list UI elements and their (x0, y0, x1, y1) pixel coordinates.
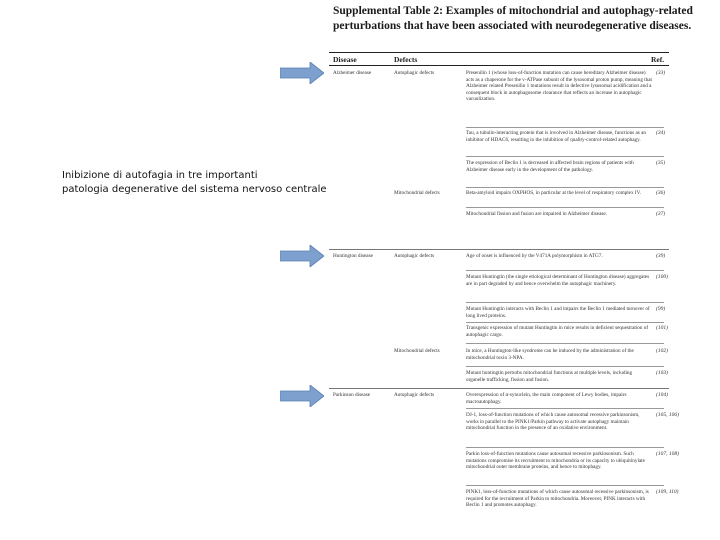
table-row-ref: (33) (656, 70, 666, 76)
table-row-ref: (99) (656, 306, 666, 312)
row-divider (466, 366, 664, 367)
row-divider (466, 127, 664, 128)
table-row-ref: (105, 106) (656, 412, 679, 418)
table-row-text: Age of onset is influenced by the V471A polymorphism in ATG7. (466, 253, 603, 259)
table-row-ref: (36) (656, 190, 666, 196)
table-row-ref: (34) (656, 130, 666, 136)
defect-cell: Autophagic defects (394, 253, 435, 259)
table-row-text: The expression of Beclin 1 is decreased in affected brain regions of patients with Alzheimer disease early in the development of the pathology. (466, 160, 634, 173)
table-row-ref: (102) (656, 348, 668, 354)
table-row-ref: (101) (656, 325, 668, 331)
row-divider (466, 408, 664, 409)
table-row-ref: (39) (656, 253, 666, 259)
disease-cell: Alzheimer disease (333, 70, 372, 76)
row-divider (466, 270, 664, 271)
table-header-rule (329, 65, 669, 66)
header-defects: Defects (394, 55, 418, 64)
table-title-line-2: perturbations that have been associated with neurodegenerative diseases. (333, 20, 692, 32)
defect-cell: Mitochondrial defects (394, 348, 440, 354)
row-divider (466, 447, 664, 448)
table-row-text: DJ-1, loss-of-function mutations of which cause autosomal recessive parkinsonism, works in parallel to the PINK1/Parkin pathway to activate autophagy maintain mitochondrial function in the presence of an oxidative environment. (466, 412, 640, 432)
table-row-ref: (109, 110) (656, 489, 679, 495)
table-row-text: Beta-amyloid impairs OXPHOS, in particular at the level of respiratory complex IV. (466, 190, 641, 196)
table-row-text: Mutant Huntingtin (the single etiological determinant of Huntington disease) aggregates are in part degraded by and hence overwhelm the autophagic machinery. (466, 274, 650, 287)
right-arrow-icon (280, 385, 324, 407)
table-row-text: Overexpression of α-synuclein, the main component of Lewy bodies, impairs macroautophagy. (466, 392, 627, 405)
row-divider (466, 156, 664, 157)
group-divider (329, 388, 669, 389)
row-divider (466, 302, 664, 303)
table-row-ref: (100) (656, 274, 668, 280)
table-top-rule (329, 52, 669, 53)
header-ref: Ref. (651, 55, 665, 64)
caption-line-1: Inibizione di autofagia in tre importanti (62, 170, 258, 181)
row-divider (466, 343, 664, 344)
defect-cell: Mitochondrial defects (394, 190, 440, 196)
table-row-text: Mutant Huntingtin interacts with Beclin 1 and impairs the Beclin 1 mediated turnover of long lived proteins. (466, 306, 650, 319)
table-title (333, 4, 713, 34)
table-row-text: Mutant huntingtin perturbs mitochondrial functions at multiple levels, including organelle trafficking, fission and fusion. (466, 370, 633, 383)
table-row-text: Parkin loss-of-function mutations cause autosomal recessive parkinsonism. Such mutations compromise its recruitment to mitochondria or its capacity to ubiquitinylate mitochondrial outer membrane proteins, and hence to mitophagy. (466, 451, 645, 471)
table-title-text: Examples of mitochondrial and autophagy-related (445, 5, 693, 17)
row-divider (466, 207, 664, 208)
defect-cell: Autophagic defects (394, 392, 435, 398)
table-row-text: In mice, a Huntington-like syndrome can be induced by the administration of the mitochondrial toxin 3-NPA. (466, 348, 634, 361)
disease-cell: Huntington disease (333, 253, 373, 259)
right-arrow-icon (280, 62, 324, 84)
header-disease: Disease (333, 55, 357, 64)
table-title-label: Supplemental Table 2: (333, 5, 443, 17)
caption-line-2: patologia degenerative del sistema nervoso centrale (62, 184, 327, 195)
table-row-ref: (104) (656, 392, 668, 398)
table-row-text: Transgenic expression of mutant Huntingtin in mice results in deficient sequestration of autophagic cargo. (466, 325, 649, 338)
caption (62, 169, 327, 197)
table-row-text: Presenilin 1 (whose loss-of-function mutation can cause hereditary Alzheimer disease) acts as a chaperone for the v-ATPase subunit of the lysosomal proton pump, meaning that Alzheimer related Presenilin 1 mutations result in defective lysosomal acidification and a consequent block in autophagosome clearance that reflects an increase in autophagic vacuolization. (466, 70, 652, 103)
table-row-text: Tau, a tubulin-interacting protein that is involved in Alzheimer disease, functions as an inhibitor of HDAC6, resulting in the inhibition of quality-control-related autophagy. (466, 130, 646, 143)
defect-cell: Autophagic defects (394, 70, 435, 76)
row-divider (466, 485, 664, 486)
table-row-ref: (103) (656, 370, 668, 376)
right-arrow-icon (280, 245, 324, 267)
row-divider (466, 322, 664, 323)
table-row-ref: (107, 108) (656, 451, 679, 457)
row-divider (466, 187, 664, 188)
table-row-text: Mitochondrial fission and fusion are impaired in Alzheimer disease. (466, 211, 608, 217)
table-row-ref: (37) (656, 211, 666, 217)
table-row-text: PINK1, loss-of-function mutations of which cause autosomal recessive parkinsonism, is required for the recruitment of Parkin to mitochondria. Moreover, PINK interacts with Beclin 1 and promotes autophagy. (466, 489, 649, 509)
table-row-ref: (35) (656, 160, 666, 166)
disease-cell: Parkinson disease (333, 392, 371, 398)
group-divider (329, 249, 669, 250)
